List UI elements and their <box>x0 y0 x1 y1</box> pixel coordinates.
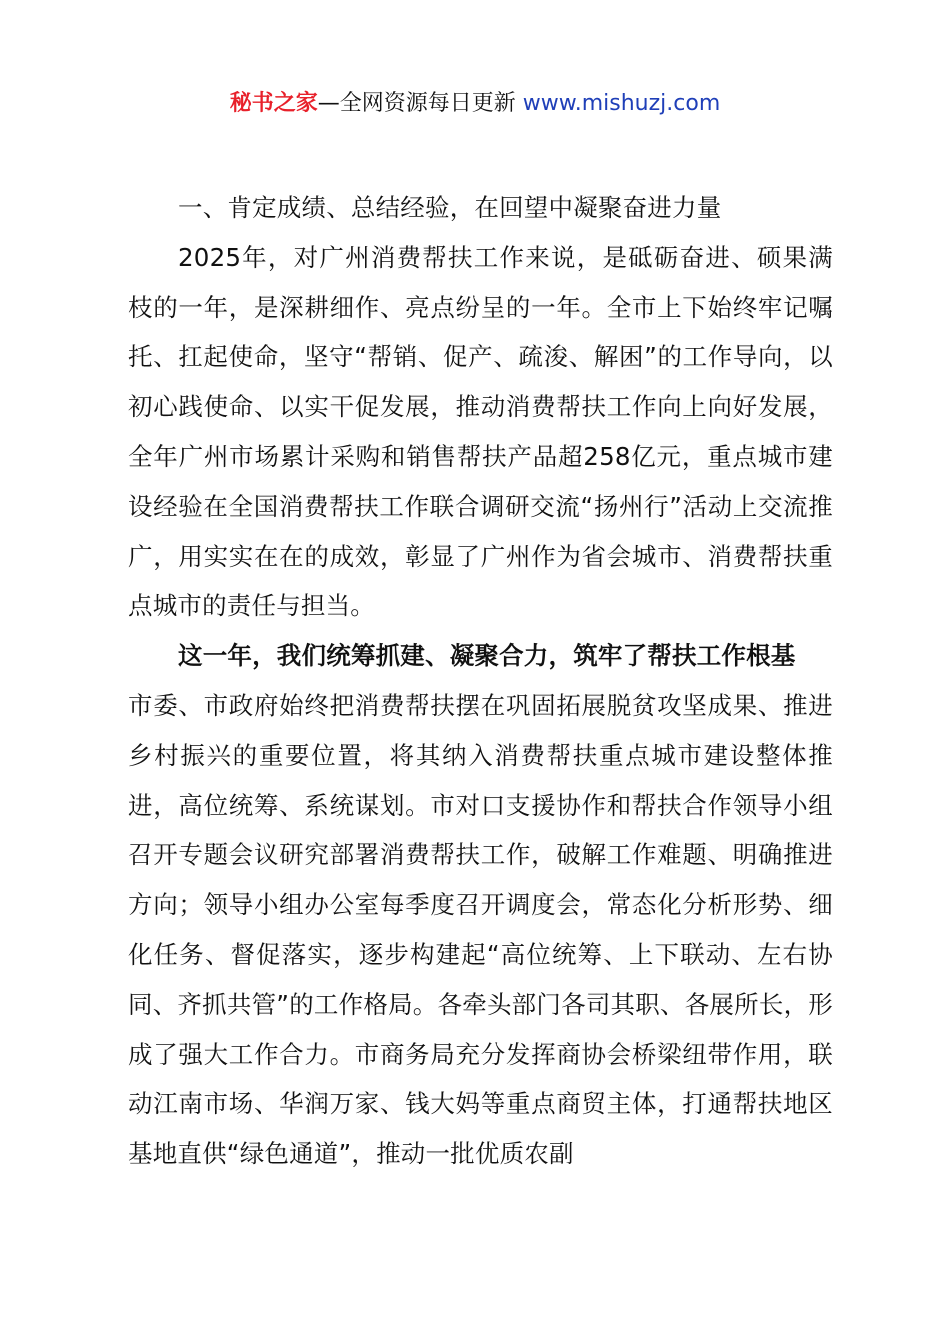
section-heading: 一、肯定成绩、总结经验，在回望中凝聚奋进力量 <box>178 193 722 222</box>
document-body <box>128 183 833 1179</box>
site-header <box>0 86 950 122</box>
header-slogan: —全网资源每日更新 <box>317 91 516 116</box>
site-url-link[interactable]: www.mishuzj.com <box>522 91 721 116</box>
paragraph: 市委、市政府始终把消费帮扶摆在巩固拓展脱贫攻坚成果、推进乡村振兴的重要位置，将其纳入消费帮扶重点城市建设整体推进，高位统筹、系统谋划。市对口支援协作和帮扶合作领导小组召开专题会议研究部署消费帮扶工作，破解工作难题、明确推进方向；领导小组办公室每季度召开调度会，常态化分析形势、细化任务、督促落实，逐步构建起“高位统筹、上下联动、左右协同、齐抓共管”的工作格局。各牵头部门各司其职、各展所长，形成了强大工作合力。市商务局充分发挥商协会桥梁纽带作用，联动江南市场、华润万家、钱大妈等重点商贸主体，打通帮扶地区基地直供“绿色通道”，推动一批优质农副 <box>128 690 833 1169</box>
paragraph: 2025年，对广州消费帮扶工作来说，是砥砺奋进、硕果满枝的一年，是深耕细作、亮点纷呈的一年。全市上下始终牢记嘱托、扛起使命，坚守“帮销、促产、疏浚、解困”的工作导向，以初心践使命、以实干促发展，推动消费帮扶工作向上向好发展，全年广州市场累计采购和销售帮扶产品超258亿元，重点城市建设经验在全国消费帮扶工作联合调研交流“扬州行”活动上交流推广，用实实在在的成效，彰显了广州作为省会城市、消费帮扶重点城市的责任与担当。 <box>128 242 833 621</box>
brand-name: 秘书之家 <box>229 91 318 116</box>
subheading: 这一年，我们统筹抓建、凝聚合力，筑牢了帮扶工作根基 <box>178 641 796 671</box>
